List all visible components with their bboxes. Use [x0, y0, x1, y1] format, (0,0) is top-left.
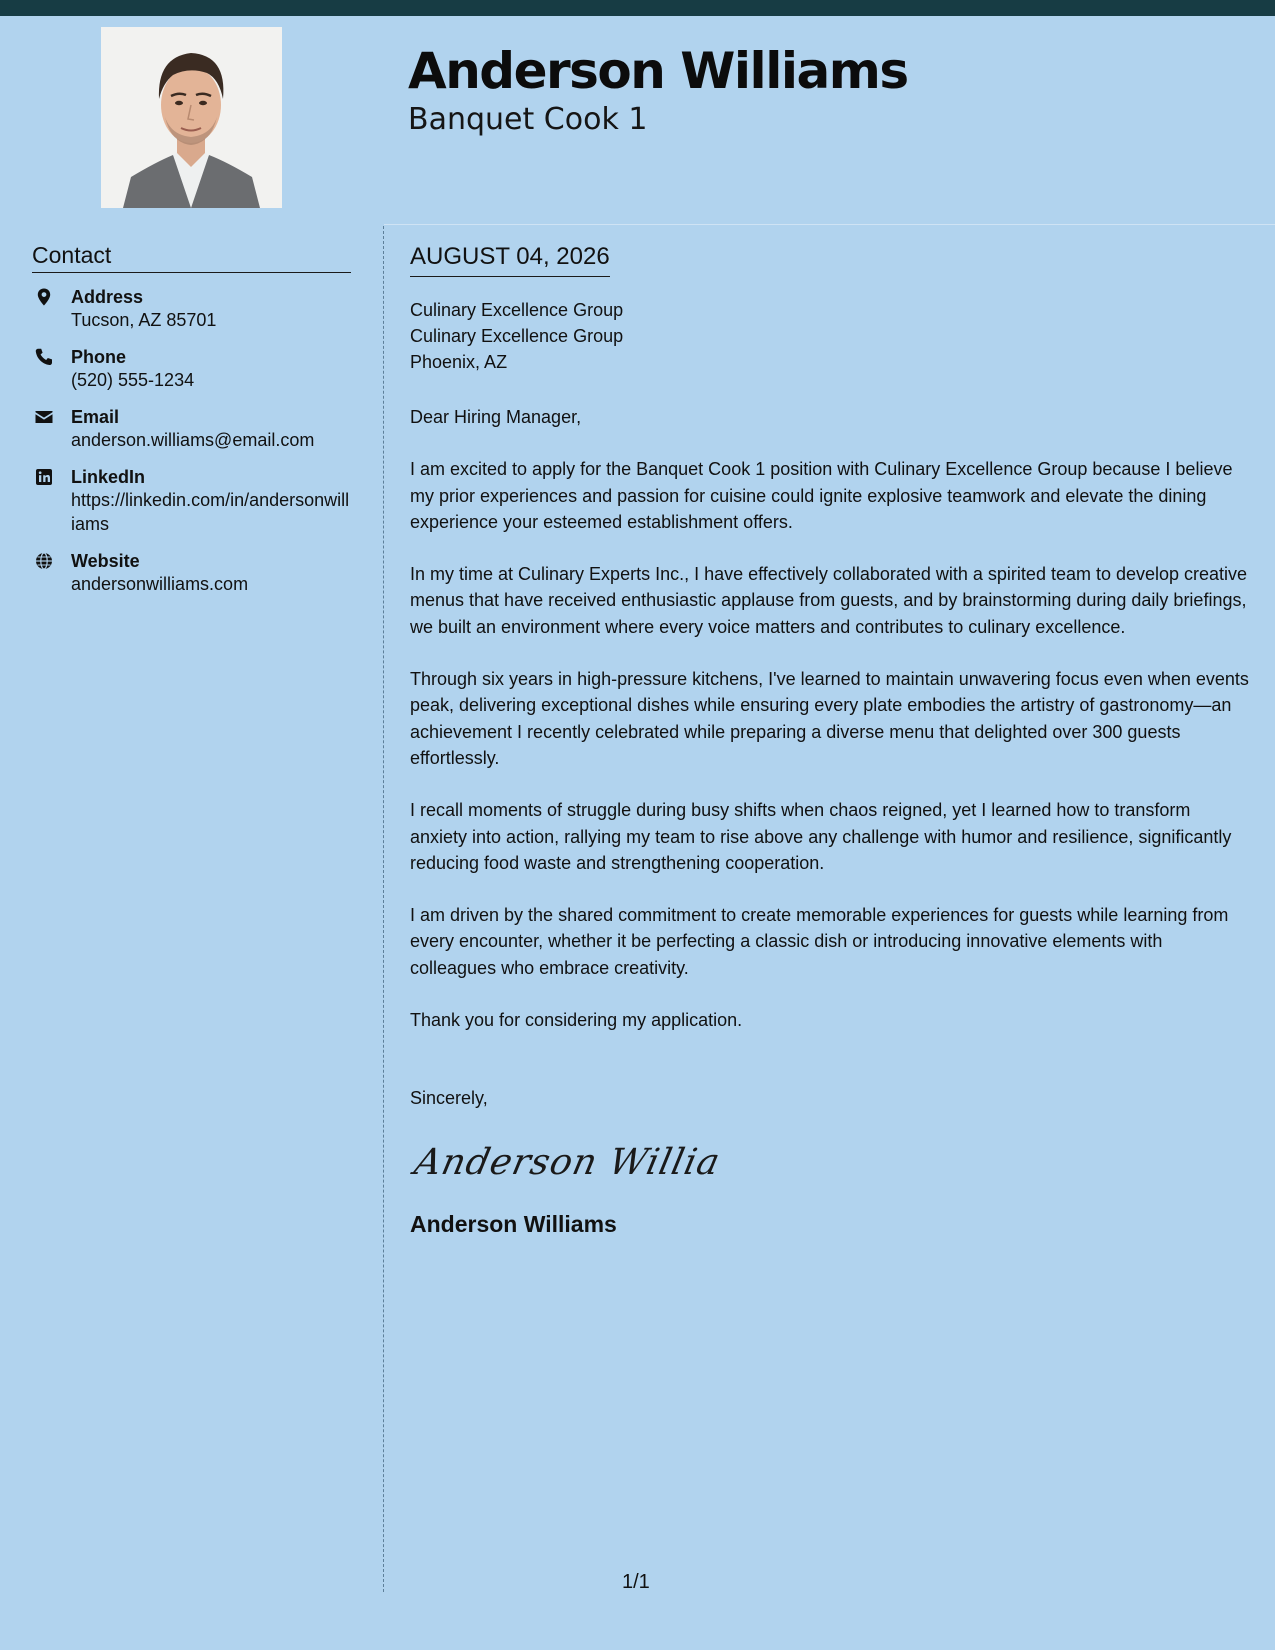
signer-name: Anderson Williams: [410, 1211, 617, 1238]
contact-label: Email: [71, 407, 120, 427]
body-paragraph: In my time at Culinary Experts Inc., I have effectively collaborated with a spirited team to develop creative menus that have received enthusiastic applause from guests, and by brainstorming during daily briefings, we built an environment where every voice matters and contributes to culinary excellence.: [410, 564, 1248, 637]
avatar: [101, 27, 282, 208]
contact-value: Tucson, AZ 85701: [71, 310, 217, 330]
map-pin-icon: [34, 287, 54, 307]
email-link[interactable]: anderson.williams@email.com: [71, 430, 315, 450]
column-divider: [383, 226, 384, 1592]
salutation: Dear Hiring Manager,: [410, 407, 582, 427]
linkedin-link[interactable]: https://linkedin.com/in/andersonwilliams: [71, 490, 350, 534]
contact-heading: Contact: [32, 242, 351, 273]
contact-item-phone: [32, 346, 362, 392]
closing: Sincerely,: [410, 1088, 488, 1109]
contact-item-email: [32, 406, 362, 452]
recipient-block: [410, 297, 1250, 375]
body-paragraph: I recall moments of struggle during busy shifts when chaos reigned, yet I learned how to transform anxiety into action, rallying my team to rise above any challenge with humor and resilience, significantly reducing food waste and strengthening cooperation.: [410, 800, 1232, 873]
recipient-line: Culinary Excellence Group: [410, 326, 624, 346]
contact-label: LinkedIn: [71, 467, 146, 487]
contact-value: (520) 555-1234: [71, 370, 195, 390]
header-divider: [384, 224, 1275, 225]
recipient-line: Phoenix, AZ: [410, 352, 508, 372]
phone-icon: [34, 347, 54, 367]
candidate-name: Anderson Williams: [408, 42, 908, 100]
body-paragraph: Thank you for considering my application.: [410, 1010, 743, 1031]
website-link[interactable]: andersonwilliams.com: [71, 574, 249, 594]
contact-list: [32, 286, 362, 610]
letter-date: AUGUST 04, 2026: [410, 243, 610, 277]
body-paragraph: I am excited to apply for the Banquet Cook 1 position with Culinary Excellence Group because I believe my prior experiences and passion for cuisine could ignite explosive teamwork and elevate the dining experience your esteemed establishment offers.: [410, 459, 1233, 532]
page-number: 1/1: [622, 1571, 650, 1593]
contact-label: Website: [71, 551, 140, 571]
globe-icon: [34, 551, 54, 571]
job-title: Banquet Cook 1: [408, 102, 648, 137]
contact-label: Address: [71, 287, 144, 307]
contact-item-address: [32, 286, 362, 332]
body-paragraph: Through six years in high-pressure kitchens, I've learned to maintain unwavering focus even when events peak, delivering exceptional dishes while ensuring every plate embodies the artistry of gastronomy—an achievement I recently celebrated while preparing a diverse menu that delighted over 300 guests effortlessly.: [410, 669, 1249, 768]
envelope-icon: [34, 407, 54, 427]
top-accent-bar: [0, 0, 1275, 16]
contact-item-website: [32, 550, 362, 596]
contact-item-linkedin: [32, 466, 362, 536]
portrait-photo-icon: [101, 27, 282, 208]
linkedin-icon: [34, 467, 54, 487]
recipient-line: Culinary Excellence Group: [410, 300, 624, 320]
handwritten-signature: Anderson Willia: [410, 1142, 724, 1184]
contact-label: Phone: [71, 347, 127, 367]
body-paragraph: I am driven by the shared commitment to create memorable experiences for guests while learning from every encounter, whether it be perfecting a classic dish or introducing innovative elements with colleagues who embrace creativity.: [410, 905, 1229, 978]
letter-body: [410, 404, 1250, 1033]
cover-letter: [410, 243, 1250, 1238]
